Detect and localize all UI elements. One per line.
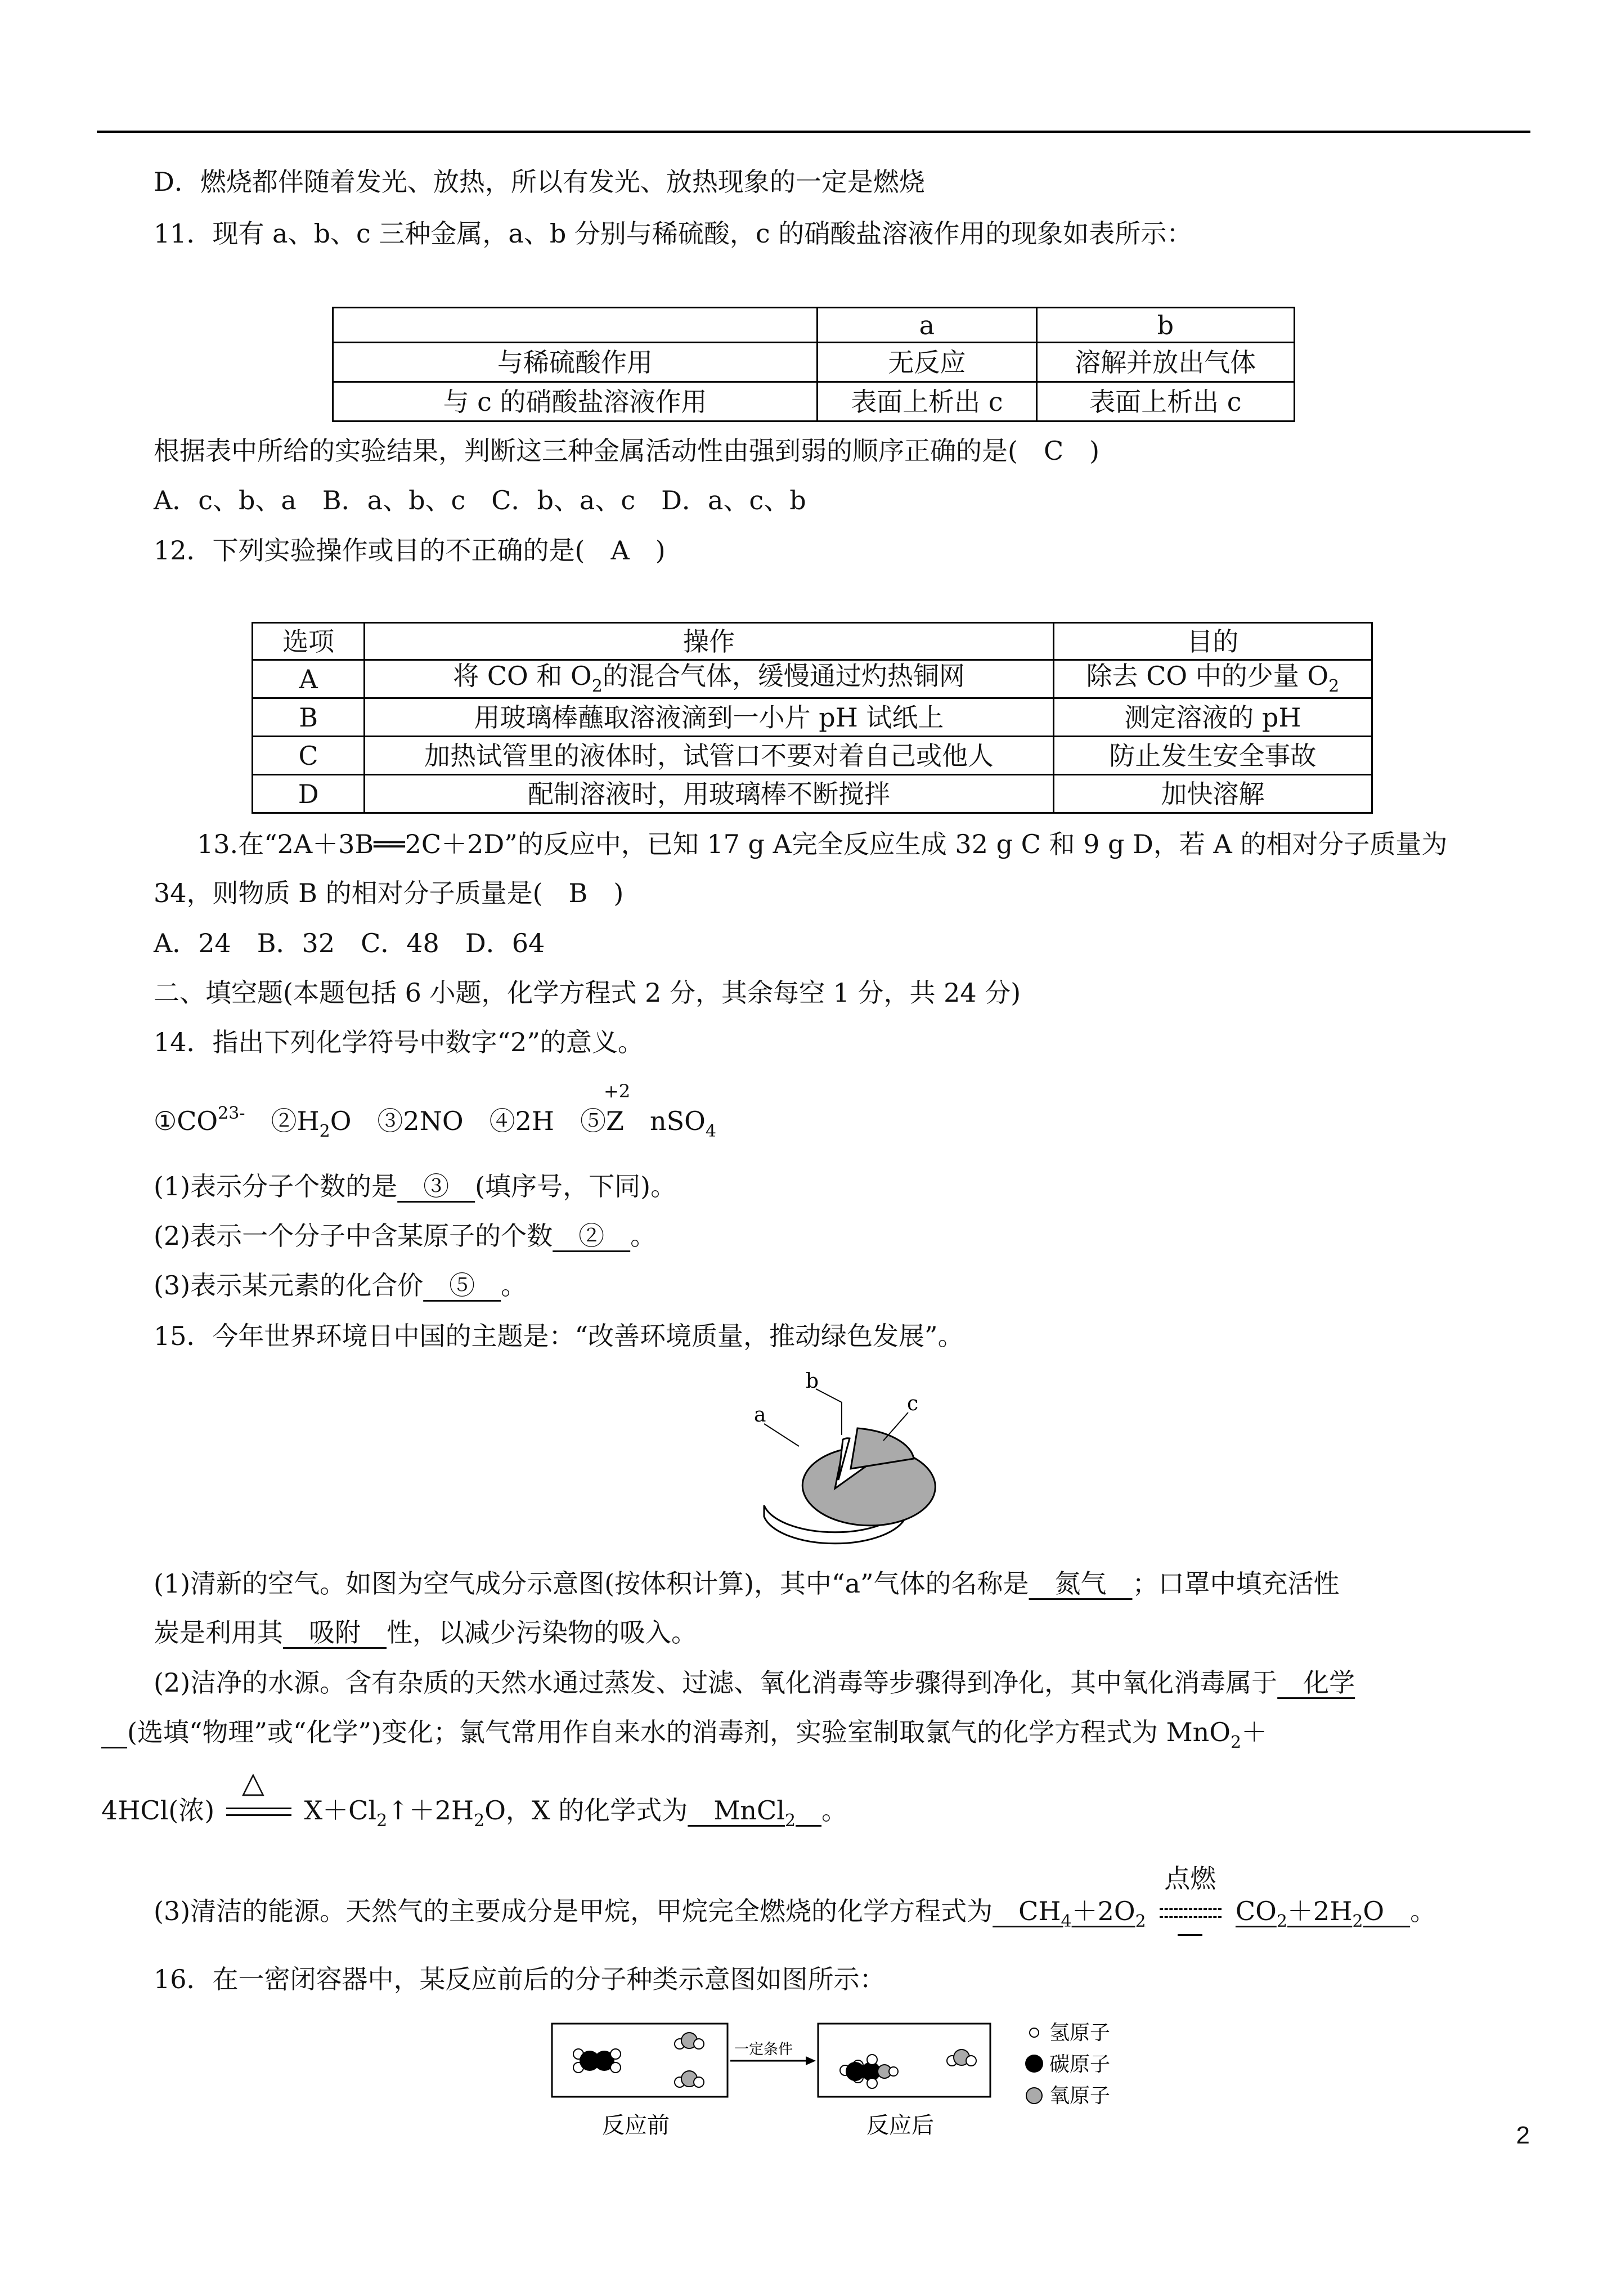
table-cell-option: B [253, 698, 365, 737]
answer-blank [1235, 1896, 1411, 1931]
cell-text: 将 CO 和 O [453, 661, 592, 691]
table-row [253, 698, 1372, 737]
part-text: ；口罩中填充活性 [1132, 1568, 1340, 1599]
answer-subscript: 2 [1135, 1912, 1146, 1931]
hydrogen-atom [610, 2049, 621, 2059]
answer-text: ＋2O [1071, 1896, 1135, 1926]
pie-label-a: a [754, 1403, 766, 1427]
table-header-cell: a [818, 308, 1036, 343]
arrow-condition-label: 一定条件 [734, 2041, 793, 2058]
hydrogen-atom [610, 2062, 621, 2073]
table-cell: 表面上析出 c [818, 382, 1036, 421]
part-text: 。 [821, 1795, 848, 1826]
page-number: 2 [1516, 2122, 1530, 2149]
q14-part1 [154, 1173, 676, 1199]
symbol-text: ③2NO ④2H ⑤ [351, 1106, 607, 1136]
table-header-cell: b [1036, 308, 1294, 343]
leader-line-a [764, 1424, 799, 1446]
table-row [253, 737, 1372, 775]
valence-mark: +2 [604, 1080, 631, 1102]
oxygen-legend-icon [1026, 2088, 1042, 2104]
condition-text: 点燃 [1164, 1863, 1216, 1894]
symbol-text: ①CO [154, 1106, 218, 1136]
legend-label-oxygen: 氧原子 [1049, 2084, 1111, 2107]
table-cell: 表面上析出 c [1036, 382, 1294, 421]
symbol-subscript: 4 [705, 1122, 716, 1141]
equal-line [1160, 1908, 1222, 1910]
part-text: (填序号，下同)。 [475, 1171, 677, 1201]
molecule-diagram [540, 2015, 1159, 2144]
symbol-text: O [330, 1106, 352, 1136]
q15-part2-line2 [101, 1719, 1267, 1751]
answer-blank [993, 1896, 1146, 1931]
hydrogen-atom [694, 2039, 704, 2049]
answer-text: CH [993, 1896, 1061, 1926]
part-text: (1)清新的空气。如图为空气成分示意图(按体积计算)，其中“a”气体的名称是 [154, 1568, 1029, 1599]
table-cell-option: C [253, 737, 365, 775]
answer-text: O [1363, 1896, 1411, 1926]
part-text: (2)表示一个分子中含某原子的个数 [154, 1221, 553, 1251]
table-cell-aim: 加快溶解 [1053, 775, 1372, 813]
answer-text: MnCl [688, 1795, 785, 1826]
formula-text: X＋Cl [304, 1795, 377, 1826]
table-cell-operation: 用玻璃棒蘸取溶液滴到一小片 pH 试纸上 [365, 698, 1053, 737]
heat-condition-sign [223, 1766, 296, 1826]
q14-stem: 14．指出下列化学符号中数字“2”的意义。 [154, 1027, 644, 1057]
part-text: (选填“物理”或“化学”)变化；氯气常用作自来水的消毒剂，实验室制取氯气的化学方程式为 MnO [127, 1717, 1231, 1747]
cell-subscript: 2 [1328, 676, 1340, 696]
table-row [333, 343, 1295, 382]
table-cell-operation: 配制溶液时，用玻璃棒不断搅拌 [365, 775, 1053, 813]
answer-blank: ⑤ [423, 1270, 501, 1301]
answer-subscript: 2 [1352, 1912, 1363, 1931]
q13-line2: 34，则物质 B 的相对分子质量是( B ) [154, 878, 624, 908]
q14-part3 [154, 1270, 527, 1301]
part-text: 性，以减少污染物的吸入。 [387, 1617, 697, 1648]
part-text: 。 [630, 1221, 657, 1251]
symbol-superscript: 23- [218, 1104, 245, 1123]
answer-text [796, 1795, 821, 1826]
hydrogen-atom [966, 2056, 976, 2066]
table-header-row [253, 623, 1372, 660]
part-text: 。 [501, 1270, 527, 1301]
formula-text: 4HCl(浓) [101, 1795, 215, 1826]
q15-part1-line1 [154, 1568, 1340, 1599]
table-cell-aim: 防止发生安全事故 [1053, 737, 1372, 775]
table-row [253, 660, 1372, 698]
table-row [253, 775, 1372, 813]
table-cell: 与 c 的硝酸盐溶液作用 [333, 382, 818, 421]
table-cell: 与稀硫酸作用 [333, 343, 818, 382]
answer-blank: ③ [397, 1171, 475, 1201]
header-rule [97, 131, 1530, 133]
formula-subscript: 2 [1231, 1733, 1242, 1752]
answer-blank: 化学 [1277, 1667, 1355, 1698]
part-text: (1)表示分子个数的是 [154, 1171, 398, 1201]
table-header-row [333, 308, 1295, 343]
q16-stem: 16．在一密闭容器中，某反应前后的分子种类示意图如图所示： [154, 1964, 886, 1994]
heat-triangle-icon: △ [241, 1766, 264, 1800]
legend-label-carbon: 碳原子 [1049, 2053, 1111, 2076]
table-cell: 无反应 [818, 343, 1036, 382]
formula-subscript: 2 [376, 1811, 388, 1831]
cell-text: 的混合气体，缓慢通过灼热铜网 [602, 661, 965, 691]
part-text: (3)清洁的能源。天然气的主要成分是甲烷，甲烷完全燃烧的化学方程式为 [154, 1896, 993, 1926]
answer-blank [101, 1717, 127, 1747]
formula-text: O，X 的化学式为 [484, 1795, 688, 1826]
table-header-cell [333, 308, 818, 343]
answer-subscript: 2 [784, 1811, 796, 1831]
table-cell-option: D [253, 775, 365, 813]
q15-part2-line1 [154, 1667, 1355, 1698]
section-heading: 二、填空题(本题包括 6 小题，化学方程式 2 分，其余每空 1 分，共 24 分) [154, 977, 1021, 1008]
q15-part3 [154, 1863, 1436, 1931]
arrow-head [806, 2056, 816, 2065]
table-header-cell: 目的 [1053, 623, 1372, 660]
symbol-subscript: 2 [319, 1122, 330, 1141]
equal-line [1178, 1934, 1202, 1936]
answer-text: CO [1235, 1896, 1277, 1926]
hydrogen-atom [867, 2055, 877, 2065]
pie-label-c: c [907, 1392, 919, 1415]
table-cell-operation: 加热试管里的液体时，试管口不要对着自己或他人 [365, 737, 1053, 775]
answer-text: ＋2H [1287, 1896, 1353, 1926]
equal-line [226, 1814, 291, 1816]
part-text: ＋ [1241, 1717, 1268, 1747]
pie-slice-b [838, 1438, 850, 1480]
table-row [333, 382, 1295, 421]
symbol-text: ②H [245, 1106, 320, 1136]
q10-option-d: D．燃烧都伴随着发光、放热，所以有发光、放热现象的一定是燃烧 [154, 167, 925, 197]
legend-label-hydrogen: 氢原子 [1049, 2021, 1111, 2044]
before-label: 反应前 [602, 2113, 670, 2138]
air-composition-pie [743, 1362, 945, 1559]
table-cell: 溶解并放出气体 [1036, 343, 1294, 382]
table-cell-option: A [253, 660, 365, 698]
ignite-condition-sign [1154, 1863, 1227, 1926]
q14-part2 [154, 1223, 656, 1249]
equal-line [1160, 1916, 1222, 1918]
q15-part1-line2 [154, 1617, 697, 1648]
answer-blank [688, 1795, 821, 1831]
leader-line-b [816, 1389, 842, 1435]
table-cell-operation [365, 660, 1053, 698]
part-text: (2)洁净的水源。含有杂质的天然水通过蒸发、过滤、氧化消毒等步骤得到净化，其中氧化消毒属于 [154, 1667, 1278, 1698]
q14-symbols [154, 1080, 716, 1141]
carbon-legend-icon [1025, 2055, 1043, 2073]
q13-options: A．24 B．32 C．48 D．64 [154, 928, 545, 958]
formula-subscript: 2 [474, 1811, 485, 1831]
q11-table [332, 307, 1295, 422]
valence-symbol [604, 1080, 706, 1136]
answer-subscript: 4 [1061, 1912, 1072, 1931]
table-cell-aim: 测定溶液的 pH [1053, 698, 1372, 737]
symbol-text: Z nSO [606, 1106, 706, 1136]
q13-line1: 13.在“2A＋3B══2C＋2D”的反应中，已知 17 g A完全反应生成 32 g C 和 9 g D，若 A 的相对分子质量为 [197, 829, 1448, 859]
q11-options: A．c、b、a B．a、b、c C．b、a、c D．a、c、b [154, 485, 806, 515]
table-header-cell: 操作 [365, 623, 1053, 660]
part-text: 。 [1410, 1896, 1436, 1926]
q15-part2-line3 [101, 1766, 848, 1831]
answer-blank: ② [553, 1221, 631, 1251]
q11-question: 根据表中所给的实验结果，判断这三种金属活动性由强到弱的顺序正确的是( C ) [154, 436, 1100, 466]
hydrogen-atom [867, 2078, 877, 2088]
leader-line-c [883, 1412, 908, 1441]
q12-table [252, 622, 1373, 814]
part-text: 炭是利用其 [154, 1617, 283, 1648]
answer-blank: 吸附 [283, 1617, 387, 1648]
q15-stem: 15．今年世界环境日中国的主题是：“改善环境质量，推动绿色发展”。 [154, 1321, 964, 1351]
cell-subscript: 2 [591, 676, 603, 696]
hydrogen-atom [694, 2077, 704, 2087]
answer-subscript: 2 [1276, 1912, 1287, 1931]
q11-stem: 11．现有 a、b、c 三种金属，a、b 分别与稀硫酸，c 的硝酸盐溶液作用的现象如表所示： [154, 218, 1193, 249]
answer-blank: 氮气 [1029, 1568, 1133, 1599]
cell-text: 除去 CO 中的少量 O [1086, 661, 1329, 691]
table-cell-aim [1053, 660, 1372, 698]
table-header-cell: 选项 [253, 623, 365, 660]
formula-text: ↑＋2H [387, 1795, 474, 1826]
q12-stem: 12．下列实验操作或目的不正确的是( A ) [154, 535, 666, 566]
part-text: (3)表示某元素的化合价 [154, 1270, 424, 1301]
pie-label-b: b [806, 1370, 819, 1393]
after-label: 反应后 [866, 2113, 934, 2138]
hydrogen-atom [889, 2067, 898, 2076]
hydrogen-legend-icon [1030, 2028, 1039, 2037]
equal-line [226, 1808, 291, 1809]
